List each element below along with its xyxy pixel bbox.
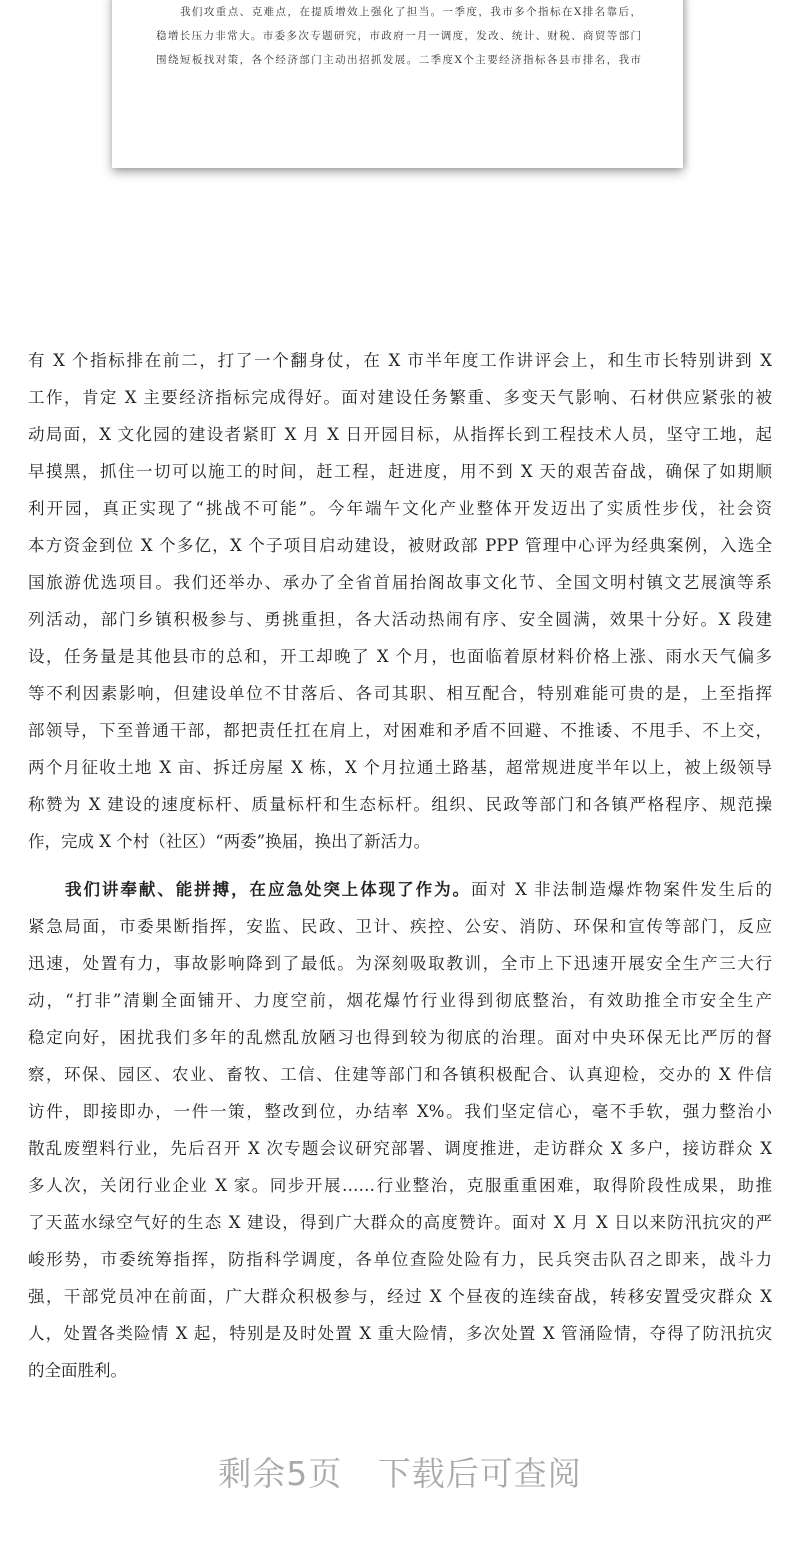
text-line: 的全面胜利。 — [28, 1361, 127, 1380]
paragraph-1 — [28, 342, 772, 860]
text-line: 动，“打非”清剿全面铺开、力度空前，烟花爆竹行业得到彻底整治，有效助推全市安全生产 — [28, 991, 772, 1010]
text-line: 作，完成 X 个村（社区）“两委”换届，换出了新活力。 — [28, 832, 431, 851]
text-line: 峻形势，市委统筹指挥，防指科学调度，各单位查险处险有力，民兵突击队召之即来，战斗力 — [28, 1250, 772, 1269]
text-line: 访件，即接即办，一件一策，整改到位，办结率 X%。我们坚定信心，毫不手软，强力整治小 — [28, 1102, 772, 1121]
text-line: 早摸黑，抓住一切可以施工的时间，赶工程，赶进度，用不到 X 天的艰苦奋战，确保了如期顺 — [28, 462, 772, 481]
text-line: 紧急局面，市委果断指挥，安监、民政、卫计、疾控、公安、消防、环保和宣传等部门，反应 — [28, 917, 772, 936]
text-line: 部领导，下至普通干部，都把责任扛在肩上，对困难和矛盾不回避、不推诿、不甩手、不上交， — [28, 721, 772, 740]
text-line: 工作，肯定 X 主要经济指标完成得好。面对建设任务繁重、多变天气影响、石材供应紧张的被 — [28, 388, 772, 407]
paragraph-2-first-line — [28, 871, 772, 908]
text-line: 动局面，X 文化园的建设者紧盯 X 月 X 日开园目标，从指挥长到工程技术人员，坚守工地，起 — [28, 425, 772, 444]
paragraph-2-rest: 面对 X 非法制造爆炸物案件发生后的 — [471, 880, 772, 899]
text-line: 等不利因素影响，但建设单位不甘落后、各司其职、相互配合，特别难能可贵的是，上至指挥 — [28, 684, 772, 703]
text-line: 人，处置各类险情 X 起，特别是及时处置 X 重大险情，多次处置 X 管涌险情，夺得了防汛抗灾 — [28, 1324, 772, 1343]
text-line: 稳定向好，困扰我们多年的乱燃乱放陋习也得到较为彻底的治理。面对中央环保无比严厉的督 — [28, 1028, 772, 1047]
card-line: 围绕短板找对策，各个经济部门主动出招抓发展。二季度X个主要经济指标各县市排名，我市 — [156, 54, 641, 66]
text-line: 有 X 个指标排在前二，打了一个翻身仗，在 X 市半年度工作讲评会上，和生市长特别讲到 X — [28, 351, 772, 370]
document-body — [28, 342, 772, 1389]
text-line: 散乱废塑料行业，先后召开 X 次专题会议研究部署、调度推进，走访群众 X 多户，接访群众 X — [28, 1139, 772, 1158]
text-line: 称赞为 X 建设的速度标杆、质量标杆和生态标杆。组织、民政等部门和各镇严格程序、规范操 — [28, 795, 772, 814]
text-line: 国旅游优选项目。我们还举办、承办了全省首届抬阁故事文化节、全国文明村镇文艺展演等系 — [28, 573, 772, 592]
text-line: 迅速，处置有力，事故影响降到了最低。为深刻吸取教训，全市上下迅速开展安全生产三大行 — [28, 954, 772, 973]
text-line: 本方资金到位 X 个多亿，X 个子项目启动建设，被财政部 PPP 管理中心评为经典案例，入选全 — [28, 536, 772, 555]
text-line: 强，干部党员冲在前面，广大群众积极参与，经过 X 个昼夜的连续奋战，转移安置受灾群众 X — [28, 1287, 772, 1306]
text-line: 列活动，部门乡镇积极参与、勇挑重担，各大活动热闹有序、安全圆满，效果十分好。X 段建 — [28, 610, 772, 629]
text-line: 察，环保、园区、农业、畜牧、工信、住建等部门和各镇积极配合、认真迎检，交办的 X 件信 — [28, 1065, 772, 1084]
card-line: 我们攻重点、克难点，在提质增效上强化了担当。一季度，我市多个指标在X排名靠后， — [180, 6, 641, 18]
text-line: 两个月征收土地 X 亩、拆迁房屋 X 栋，X 个月拉通土路基，超常规进度半年以上，被上级领导 — [28, 758, 772, 777]
paragraph-2-lead: 我们讲奉献、能拼搏，在应急处突上体现了作为。 — [65, 880, 471, 899]
paragraph-2 — [28, 908, 772, 1389]
remaining-pages-download-prompt[interactable]: 剩余5页 下载后可查阅 — [218, 1454, 582, 1493]
card-line: 稳增长压力非常大。市委多次专题研究，市政府一月一调度，发改、统计、财税、商贸等部门 — [156, 30, 641, 42]
text-line: 了天蓝水绿空气好的生态 X 建设，得到广大群众的高度赞许。面对 X 月 X 日以来防汛抗灾的严 — [28, 1213, 772, 1232]
preview-page-card — [112, 0, 683, 168]
text-line: 设，任务量是其他县市的总和，开工却晚了 X 个月，也面临着原材料价格上涨、雨水天气偏多 — [28, 647, 772, 666]
text-line: 多人次，关闭行业企业 X 家。同步开展……行业整治，克服重重困难，取得阶段性成果，助推 — [28, 1176, 772, 1195]
text-line: 利开园，真正实现了“挑战不可能”。今年端午文化产业整体开发迈出了实质性步伐，社会资 — [28, 499, 772, 518]
